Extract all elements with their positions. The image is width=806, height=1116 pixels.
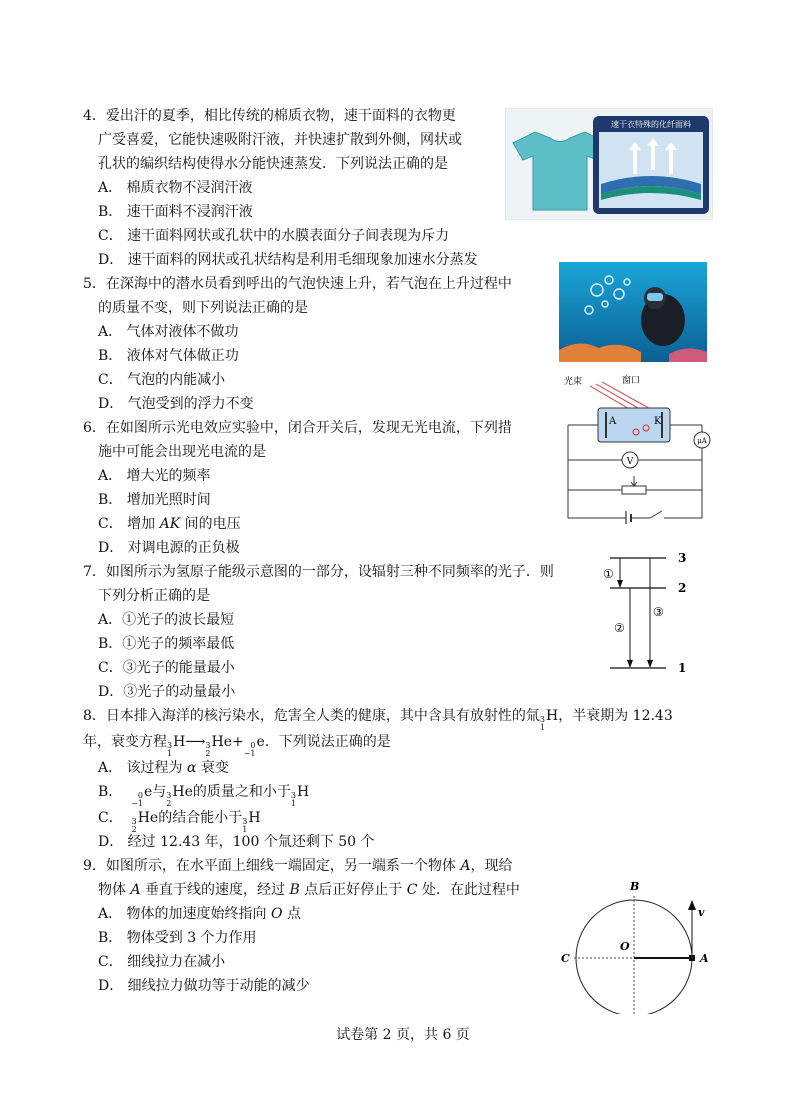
voltmeter-icon: V [626,457,634,467]
q4-fabric-figure [505,108,713,220]
q5-option-a: A． 气体对液体不做功 [98,324,239,340]
level-2-label: 2 [678,581,687,595]
q8-option-d: D． 经过 12.43 年，100 个氚还剩下 50 个 [98,834,375,850]
q7-option-c: C．③光子的能量最小 [98,660,235,676]
microammeter-icon: μA [697,437,707,445]
point-a-label: A [700,952,709,965]
q5-diver-photo [559,262,707,362]
photon-3-label: ③ [653,605,664,619]
object-a-icon [689,955,695,961]
q7-energy-level-diagram [600,548,695,678]
level-3-label: 3 [678,551,687,565]
q4-option-d: D． 速干面料的网状或孔状结构是利用毛细现象加速水分蒸发 [98,252,478,268]
point-b-label: B [630,880,640,893]
q9-line2: 物体 A 垂直于线的速度，经过 B 点后正好停止于 C 处．在此过程中 [98,882,520,898]
point-o-label: O [620,940,630,953]
window-label: 窗口 [622,376,641,386]
q8-option-b: B． 0 −1 e与 3 2 He的质量之和小于 3 1 H [98,784,310,808]
q9-option-a: A． 物体的加速度始终指向 O 点 [98,906,301,922]
photon-2-label: ② [614,621,625,635]
q4-option-b: B． 速干面料不浸润汗液 [98,204,253,220]
q6-option-d: D． 对调电源的正负极 [98,540,240,556]
q9-option-b: B． 物体受到 3 个力作用 [98,930,257,946]
q4-line1: 4．爱出汗的夏季，相比传统的棉质衣物，速干面料的衣物更 [83,108,456,124]
q6-line2: 施中可能会出现光电流的是 [98,444,266,460]
q9-option-c: C． 细线拉力在减小 [98,954,226,970]
page-footer: 试卷第 2 页，共 6 页 [336,1027,470,1043]
q6-line1: 6．在如图所示光电效应实验中，闭合开关后，发现无光电流，下列措 [83,420,512,436]
q7-line1: 7．如图所示为氢原子能级示意图的一部分，设辐射三种不同频率的光子．则 [83,564,554,580]
q8-option-a: A． 该过程为 α 衰变 [98,760,229,776]
cathode-label: K [654,416,662,427]
switch-icon [650,511,662,518]
photon-1-label: ① [603,567,614,581]
fabric-figure-title: 速干衣特殊的化纤面料 [611,120,691,129]
q7-line2: 下列分析正确的是 [98,588,210,604]
q6-photoelectric-circuit [560,372,712,524]
q9-circular-motion-figure [556,878,716,1014]
q6-option-b: B． 增加光照时间 [98,492,211,508]
q4-option-c: C． 速干面料网状或孔状中的水膜表面分子间表现为斥力 [98,228,450,244]
q9-line1: 9．如图所示，在水平面上细线一端固定，另一端系一个物体 A，现给 [83,858,513,874]
q5-option-b: B． 液体对气体做正功 [98,348,239,364]
q5-line2: 的质量不变，则下列说法正确的是 [98,300,308,316]
q5-option-d: D． 气泡受到的浮力不变 [98,396,254,412]
q6-option-a: A． 增大光的频率 [98,468,211,484]
q6-option-c: C． 增加 AK 间的电压 [98,516,241,532]
beam-label: 光束 [564,377,583,387]
point-c-label: C [561,952,570,965]
rheostat-icon [622,486,646,494]
q7-option-a: A．①光子的波长最短 [98,612,235,628]
q8-line1: 8．日本排入海洋的核污染水，危害全人类的健康，其中含具有放射性的氚 3 1 H，半衰期为 12.43 [83,708,673,732]
q5-line1: 5．在深海中的潜水员看到呼出的气泡快速上升，若气泡在上升过程中 [83,276,512,292]
q5-option-c: C． 气泡的内能减小 [98,372,226,388]
velocity-label: v [698,906,705,919]
anode-label: A [609,416,617,427]
q7-option-d: D．③光子的动量最小 [98,684,236,700]
q9-option-d: D． 细线拉力做功等于动能的减少 [98,978,310,994]
q4-line3: 孔状的编织结构使得水分能快速蒸发．下列说法正确的是 [98,156,448,172]
q7-option-b: B．①光子的频率最低 [98,636,235,652]
level-1-label: 1 [678,661,687,675]
q8-line2: 年，衰变方程 3 1 H⟶ 3 2 He+ 0 −1 e．下列说法正确的是 [83,734,391,758]
q8-option-c: C． 3 2 He的结合能小于 3 1 H [98,810,261,834]
q4-line2: 广受喜爱，它能快速吸附汗液，并快速扩散到外侧，网状或 [98,132,462,148]
q4-option-a: A． 棉质衣物不浸润汗液 [98,180,253,196]
